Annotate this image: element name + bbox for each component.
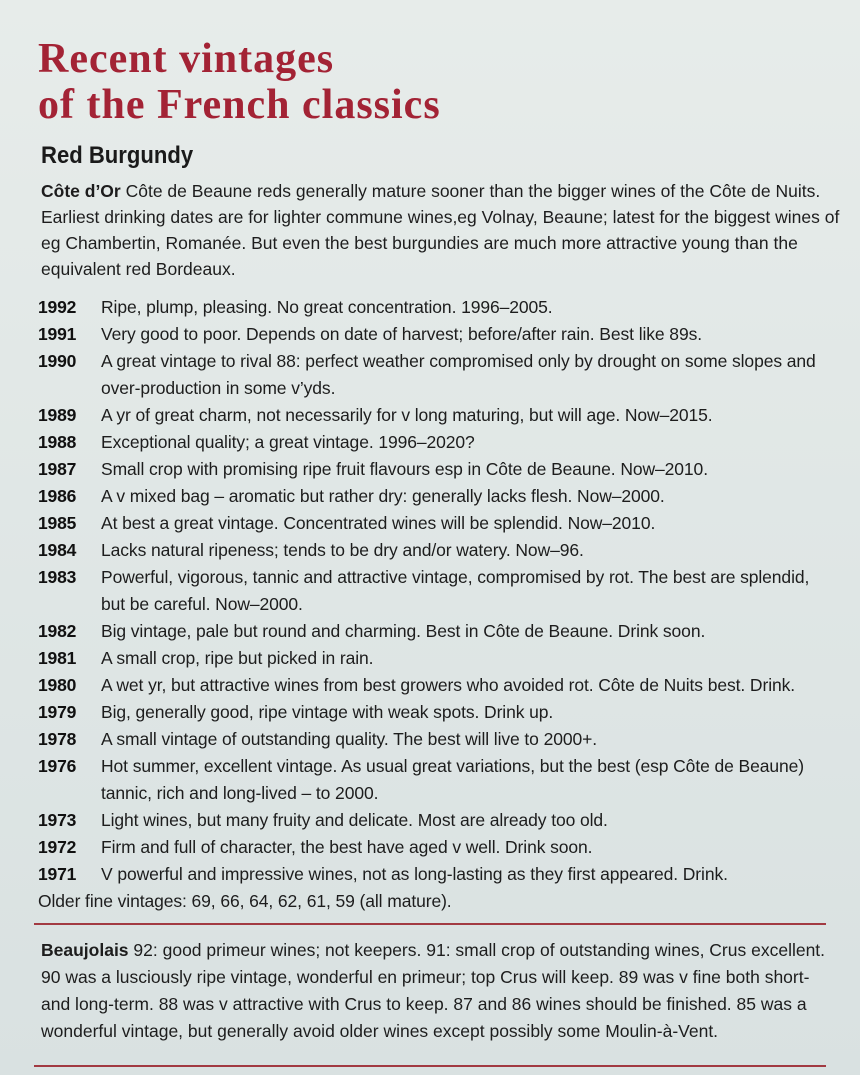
vintage-year: 1982	[38, 621, 77, 641]
vintage-row	[38, 861, 824, 888]
vintage-note: A wet yr, but attractive wines from best growers who avoided rot. Côte de Nuits best. Drink.	[101, 675, 796, 695]
vintage-row	[38, 348, 824, 402]
vintage-year: 1971	[38, 864, 77, 884]
vintage-list	[38, 294, 824, 888]
vintage-year: 1991	[38, 324, 77, 344]
vintage-note: Very good to poor. Depends on date of harvest; before/after rain. Best like 89s.	[101, 324, 702, 344]
vintage-row	[38, 645, 824, 672]
vintage-year: 1980	[38, 675, 77, 695]
vintage-row	[38, 483, 824, 510]
bottom-red-divider-rule	[34, 1065, 826, 1067]
title-line-2: of the French classics	[38, 82, 441, 128]
vintage-year: 1987	[38, 459, 77, 479]
older-fine-vintages: Older fine vintages: 69, 66, 64, 62, 61, 59 (all mature).	[38, 891, 452, 911]
vintage-year: 1990	[38, 351, 77, 371]
section-heading: Red Burgundy	[41, 142, 194, 169]
vintage-note: Light wines, but many fruity and delicate. Most are already too old.	[101, 810, 608, 830]
vintage-note: Exceptional quality; a great vintage. 1996–2020?	[101, 432, 475, 452]
vintage-note: Small crop with promising ripe fruit flavours esp in Côte de Beaune. Now–2010.	[101, 459, 708, 479]
vintage-note: Hot summer, excellent vintage. As usual great variations, but the best (esp Côte de Beaune) tannic, rich and long-lived – to 2000.	[101, 756, 804, 803]
intro-paragraph	[41, 178, 860, 282]
vintage-note: Lacks natural ripeness; tends to be dry and/or watery. Now–96.	[101, 540, 584, 560]
vintage-note: Ripe, plump, pleasing. No great concentration. 1996–2005.	[101, 297, 553, 317]
vintage-row	[38, 402, 824, 429]
vintage-year: 1972	[38, 837, 77, 857]
vintage-row	[38, 564, 824, 618]
vintage-year: 1989	[38, 405, 77, 425]
vintage-year: 1981	[38, 648, 77, 668]
vintage-year: 1978	[38, 729, 77, 749]
intro-text: Côte de Beaune reds generally mature sooner than the bigger wines of the Côte de Nuits. Earliest drinking dates are for lighter commune wines,eg Volnay, Beaune; latest for the biggest wines of eg Chambertin, Romanée. But even the best burgundies are much more attractive young than the equivalent red Bordeaux.	[41, 181, 840, 279]
beaujolais-paragraph	[41, 937, 841, 1045]
vintage-note: A great vintage to rival 88: perfect weather compromised only by drought on some slopes and over-production in some v’yds.	[101, 351, 816, 398]
vintage-row	[38, 618, 824, 645]
vintage-row	[38, 294, 824, 321]
beaujolais-text: 92: good primeur wines; not keepers. 91: small crop of outstanding wines, Crus excellent. 90 was a lusciously ripe vintage, wonderful en primeur; top Crus will keep. 89 was v fine both short- and long-term. 88 was v attractive with Crus to keep. 87 and 86 wines should be finished. 85 was a wonderful vintage, but generally avoid older wines except possibly some Moulin-à-Vent.	[41, 940, 826, 1041]
title-line-1: Recent vintages	[38, 36, 335, 82]
vintage-row	[38, 537, 824, 564]
vintage-note: A v mixed bag – aromatic but rather dry: generally lacks flesh. Now–2000.	[101, 486, 665, 506]
vintage-note: Powerful, vigorous, tannic and attractive vintage, compromised by rot. The best are splendid, but be careful. Now–2000.	[101, 567, 810, 614]
vintage-note: A small crop, ripe but picked in rain.	[101, 648, 374, 668]
red-divider-rule	[34, 923, 826, 925]
vintage-year: 1985	[38, 513, 77, 533]
vintage-year: 1988	[38, 432, 77, 452]
vintage-row	[38, 510, 824, 537]
page-title	[38, 36, 824, 128]
vintage-row	[38, 834, 824, 861]
vintage-year: 1983	[38, 567, 77, 587]
vintage-year: 1984	[38, 540, 77, 560]
vintage-year: 1979	[38, 702, 77, 722]
beaujolais-label: Beaujolais	[41, 940, 129, 960]
vintage-note: At best a great vintage. Concentrated wines will be splendid. Now–2010.	[101, 513, 656, 533]
vintage-year: 1992	[38, 297, 77, 317]
vintage-note: Big vintage, pale but round and charming. Best in Côte de Beaune. Drink soon.	[101, 621, 706, 641]
vintage-row	[38, 726, 824, 753]
vintage-year: 1973	[38, 810, 77, 830]
vintage-note: V powerful and impressive wines, not as long-lasting as they first appeared. Drink.	[101, 864, 728, 884]
vintage-row	[38, 699, 824, 726]
vintage-row	[38, 321, 824, 348]
vintage-row	[38, 807, 824, 834]
vintage-year: 1986	[38, 486, 77, 506]
vintage-row	[38, 429, 824, 456]
intro-label: Côte d’Or	[41, 181, 121, 201]
vintage-row	[38, 753, 824, 807]
vintage-year: 1976	[38, 756, 77, 776]
vintage-note: A small vintage of outstanding quality. The best will live to 2000+.	[101, 729, 597, 749]
vintage-note: A yr of great charm, not necessarily for v long maturing, but will age. Now–2015.	[101, 405, 713, 425]
vintage-row	[38, 672, 824, 699]
vintage-note: Big, generally good, ripe vintage with weak spots. Drink up.	[101, 702, 554, 722]
vintage-row	[38, 456, 824, 483]
vintage-note: Firm and full of character, the best have aged v well. Drink soon.	[101, 837, 593, 857]
